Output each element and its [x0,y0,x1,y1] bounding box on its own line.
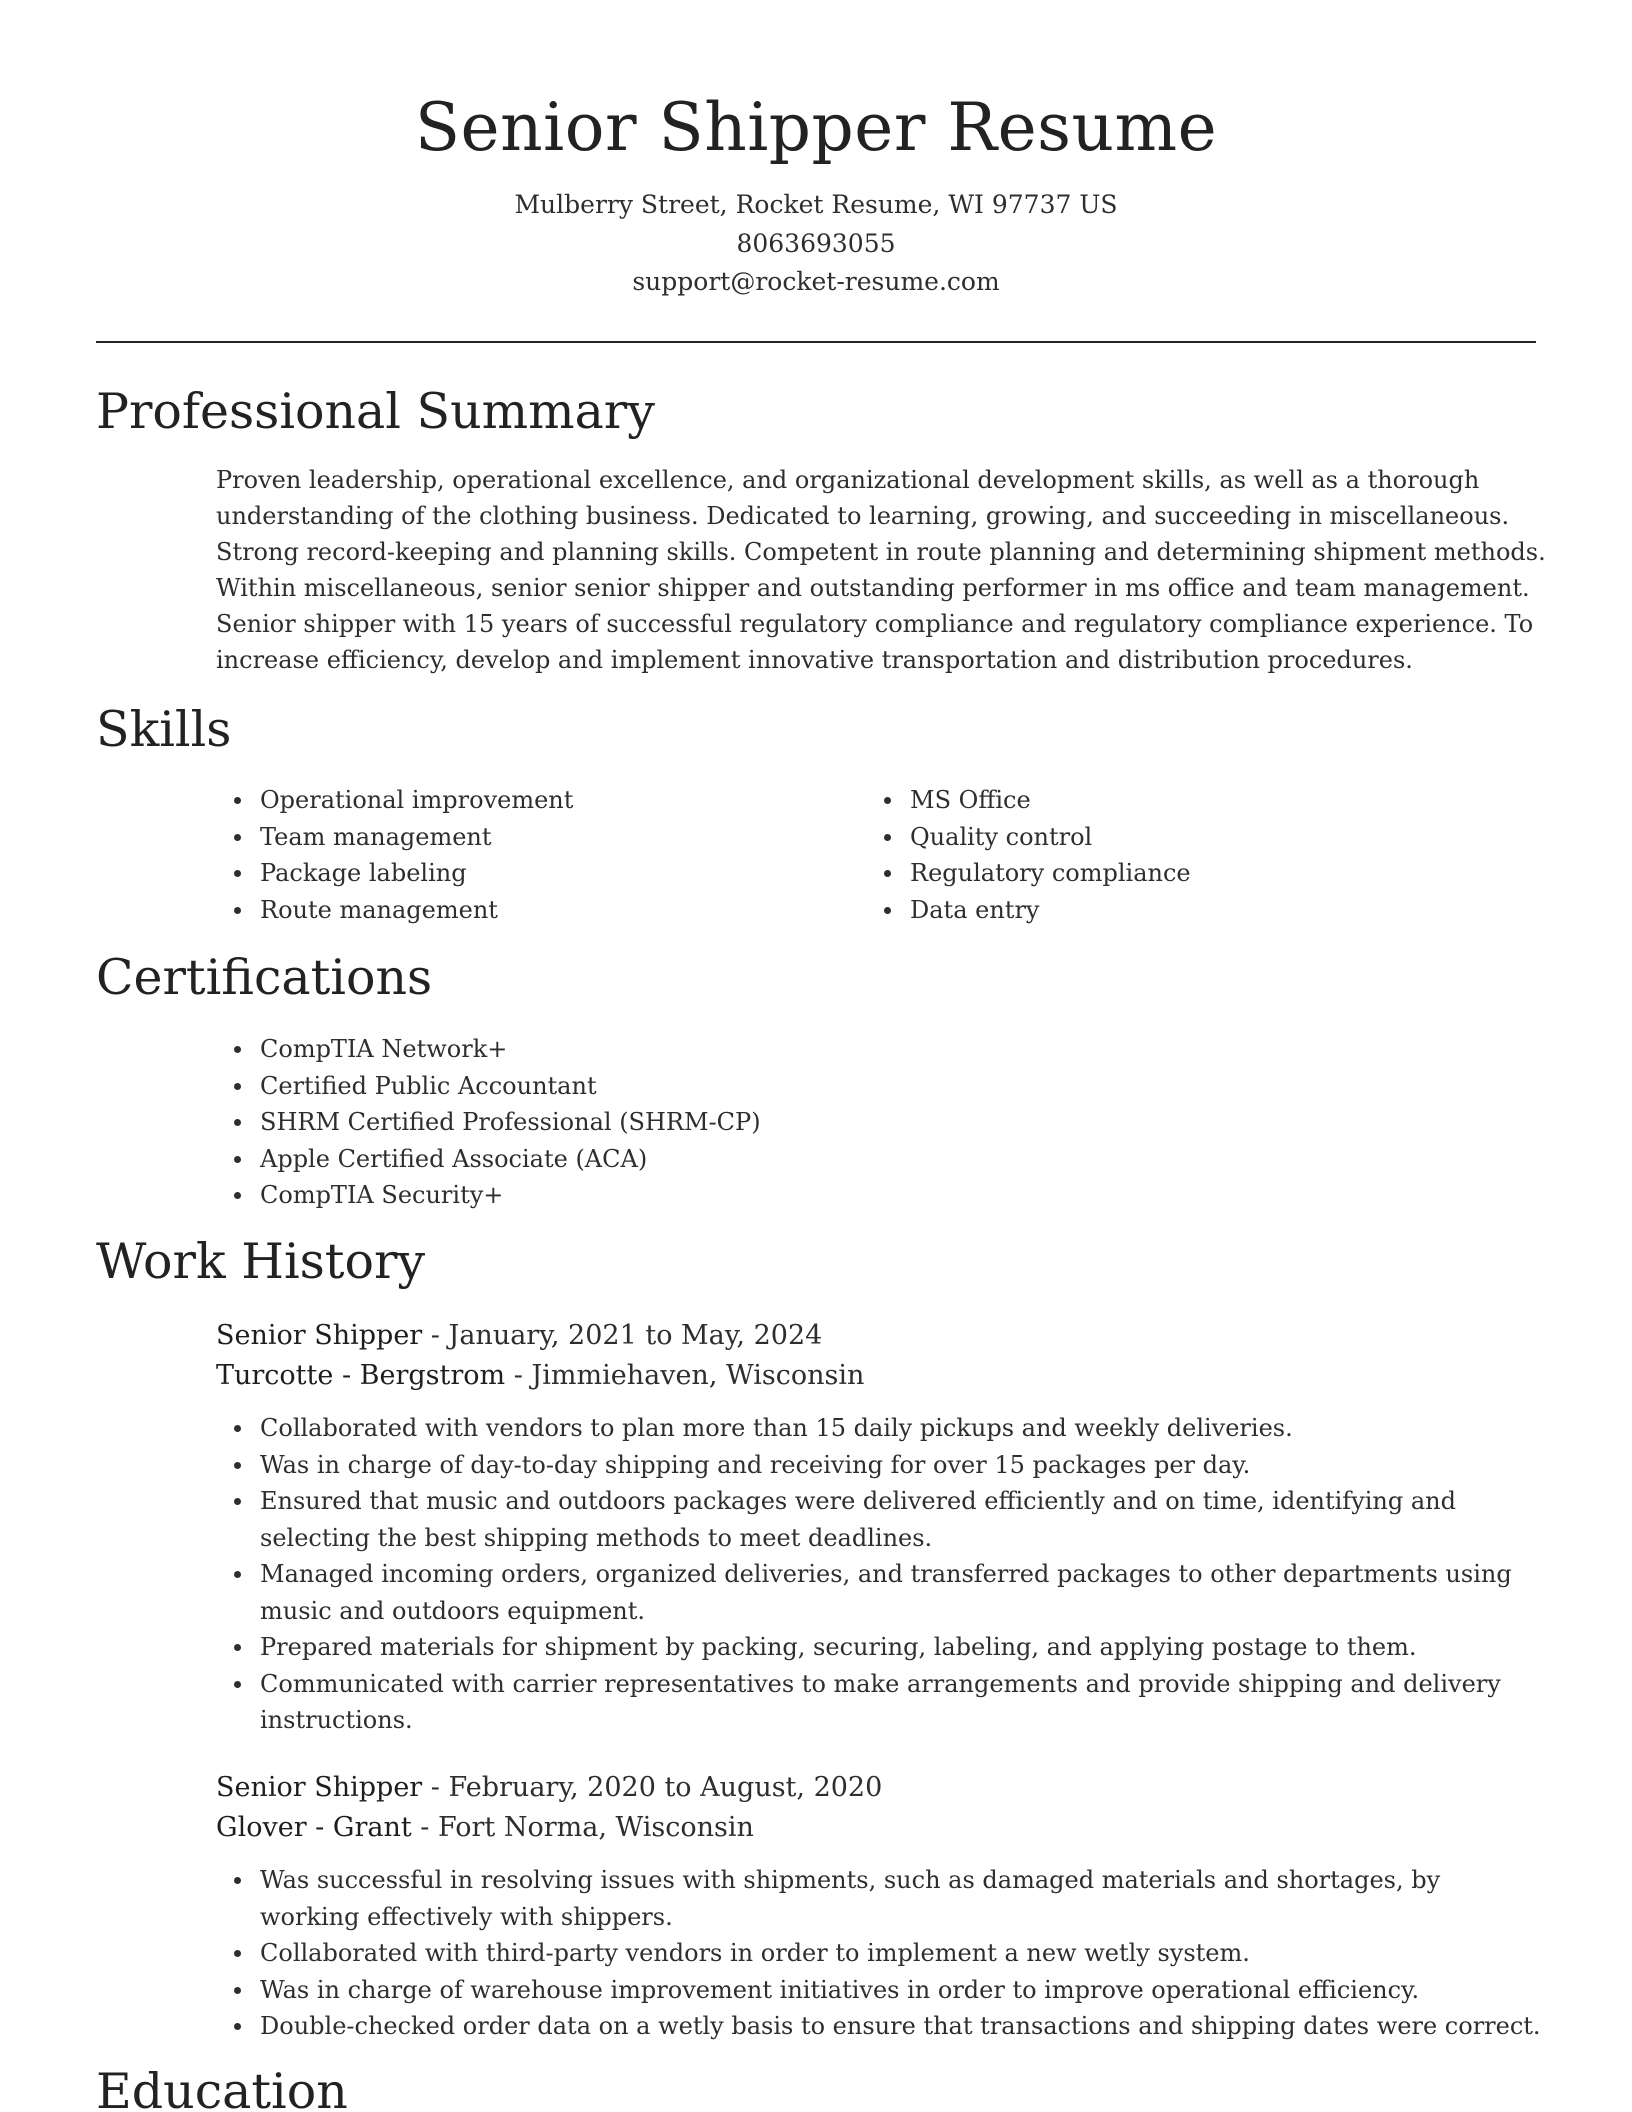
list-item [866,782,1486,819]
skill-label: Route management [260,895,498,924]
job-dates: - February, 2020 to August, 2020 [422,1772,883,1803]
job-2-company-line [216,1808,754,1848]
skill-label: Quality control [910,822,1093,851]
bullet-icon [234,870,241,877]
bullet-icon [234,834,241,841]
duty-text: Ensured that music and outdoors packages were delivered efficiently and on time, identifying and selecting the best shipping methods to meet deadlines. [260,1487,1457,1552]
list-item [216,1629,1546,1666]
job-role: Senior Shipper [216,1772,423,1803]
list-item [216,1862,1546,1935]
skills-list-right [866,782,1486,928]
list-item [216,1447,1546,1484]
job-role: Senior Shipper [216,1320,423,1351]
bullet-icon [234,2023,241,2030]
skill-label: MS Office [910,786,1031,814]
duty-text: Was in charge of day-to-day shipping and receiving for over 15 packages per day. [260,1450,1251,1479]
job-location: - Fort Norma, Wisconsin [411,1812,754,1843]
bullet-icon [884,834,891,841]
contact-address: Mulberry Street, Rocket Resume, WI 97737 US [514,190,1118,219]
job-dates: - January, 2021 to May, 2024 [422,1320,823,1351]
bullet-icon [234,1950,241,1957]
certifications-heading: Certifications [96,949,433,1006]
summary-text: Proven leadership, operational excellence, and organizational development skills, as well as a thorough understanding of the clothing business. Dedicated to learning, growing, and succeeding in miscellaneous. Strong record-keeping and planning skills. Competent in route planning and determining shipment methods. Within miscellaneous, senior senior shipper and outstanding performer in ms office and team management. Senior shipper with 15 years of successful regulatory compliance and regulatory compliance experience. To increase efficiency, develop and implement innovative transportation and distribution procedures. [216,466,1546,674]
certification-label: Apple Certified Associate (ACA) [260,1144,648,1173]
job-2-title-line [216,1768,882,1808]
skill-label: Package labeling [260,859,467,887]
duty-text: Was in charge of warehouse improvement initiatives in order to improve operational efficiency. [260,1975,1420,2004]
list-item [216,1483,1546,1556]
list-item [216,1141,1216,1178]
contact-block [0,186,1632,302]
bullet-icon [884,870,891,877]
skills-list-left [216,782,836,928]
job-1-title-line [216,1316,822,1356]
header-divider [96,341,1536,343]
certification-label: CompTIA Network+ [260,1035,508,1063]
job-2-bullets [216,1862,1546,2045]
list-item [216,1556,1546,1629]
bullet-icon [234,1571,241,1578]
job-location: - Jimmiehaven, Wisconsin [505,1360,865,1391]
duty-text: Prepared materials for shipment by packing, securing, labeling, and applying postage to them. [260,1633,1417,1661]
job-1-company-line [216,1356,864,1396]
bullet-icon [234,1425,241,1432]
duty-text: Collaborated with vendors to plan more than 15 daily pickups and weekly deliveries. [260,1414,1293,1442]
list-item [866,855,1486,892]
bullet-icon [234,1681,241,1688]
list-item [216,1935,1546,1972]
skill-label: Data entry [910,895,1040,924]
bullet-icon [234,1083,241,1090]
list-item [216,1068,1216,1105]
list-item [216,1972,1546,2009]
contact-phone: 8063693055 [736,228,896,258]
bullet-icon [234,1192,241,1199]
skills-heading: Skills [96,701,232,758]
contact-email[interactable]: support@rocket-resume.com [632,267,1000,296]
list-item [216,1104,1216,1141]
list-item [216,1666,1546,1739]
bullet-icon [234,1046,241,1053]
list-item [216,1177,1216,1214]
list-item [216,892,836,929]
bullet-icon [234,1156,241,1163]
certification-label: SHRM Certified Professional (SHRM-CP) [260,1108,761,1136]
bullet-icon [234,1462,241,1469]
work-history-heading: Work History [96,1233,426,1290]
bullet-icon [884,797,891,804]
duty-text: Double-checked order data on a wetly basis to ensure that transactions and shipping dates were correct. [260,2012,1541,2040]
list-item [216,2008,1546,2045]
bullet-icon [234,1987,241,1994]
list-item [216,1410,1546,1447]
bullet-icon [234,1498,241,1505]
bullet-icon [234,1119,241,1126]
list-item [866,819,1486,856]
skill-label: Operational improvement [260,786,574,814]
list-item [216,1031,1216,1068]
resume-header [0,0,1632,302]
bullet-icon [234,1877,241,1884]
skill-label: Team management [260,822,492,851]
job-1-bullets [216,1410,1546,1739]
certification-label: Certified Public Accountant [260,1071,597,1100]
job-company: Glover - Grant [216,1812,412,1843]
list-item [216,782,836,819]
duty-text: Collaborated with third-party vendors in order to implement a new wetly system. [260,1939,1250,1967]
duty-text: Communicated with carrier representatives to make arrangements and provide shipping and delivery instructions. [260,1669,1501,1734]
skill-label: Regulatory compliance [910,859,1191,887]
education-heading: Education [96,2063,348,2112]
list-item [866,892,1486,929]
bullet-icon [234,907,241,914]
bullet-icon [884,907,891,914]
list-item [216,819,836,856]
bullet-icon [234,797,241,804]
bullet-icon [234,1644,241,1651]
list-item [216,855,836,892]
job-company: Turcotte - Bergstrom [216,1360,506,1391]
resume-title: Senior Shipper Resume [414,89,1218,166]
duty-text: Was successful in resolving issues with shipments, such as damaged materials and shortages, by working effectively with shippers. [260,1866,1441,1931]
summary-heading: Professional Summary [96,383,655,440]
certification-label: CompTIA Security+ [260,1181,504,1209]
duty-text: Managed incoming orders, organized deliveries, and transferred packages to other departments using music and outdoors equipment. [260,1560,1512,1625]
certifications-list [216,1031,1216,1214]
